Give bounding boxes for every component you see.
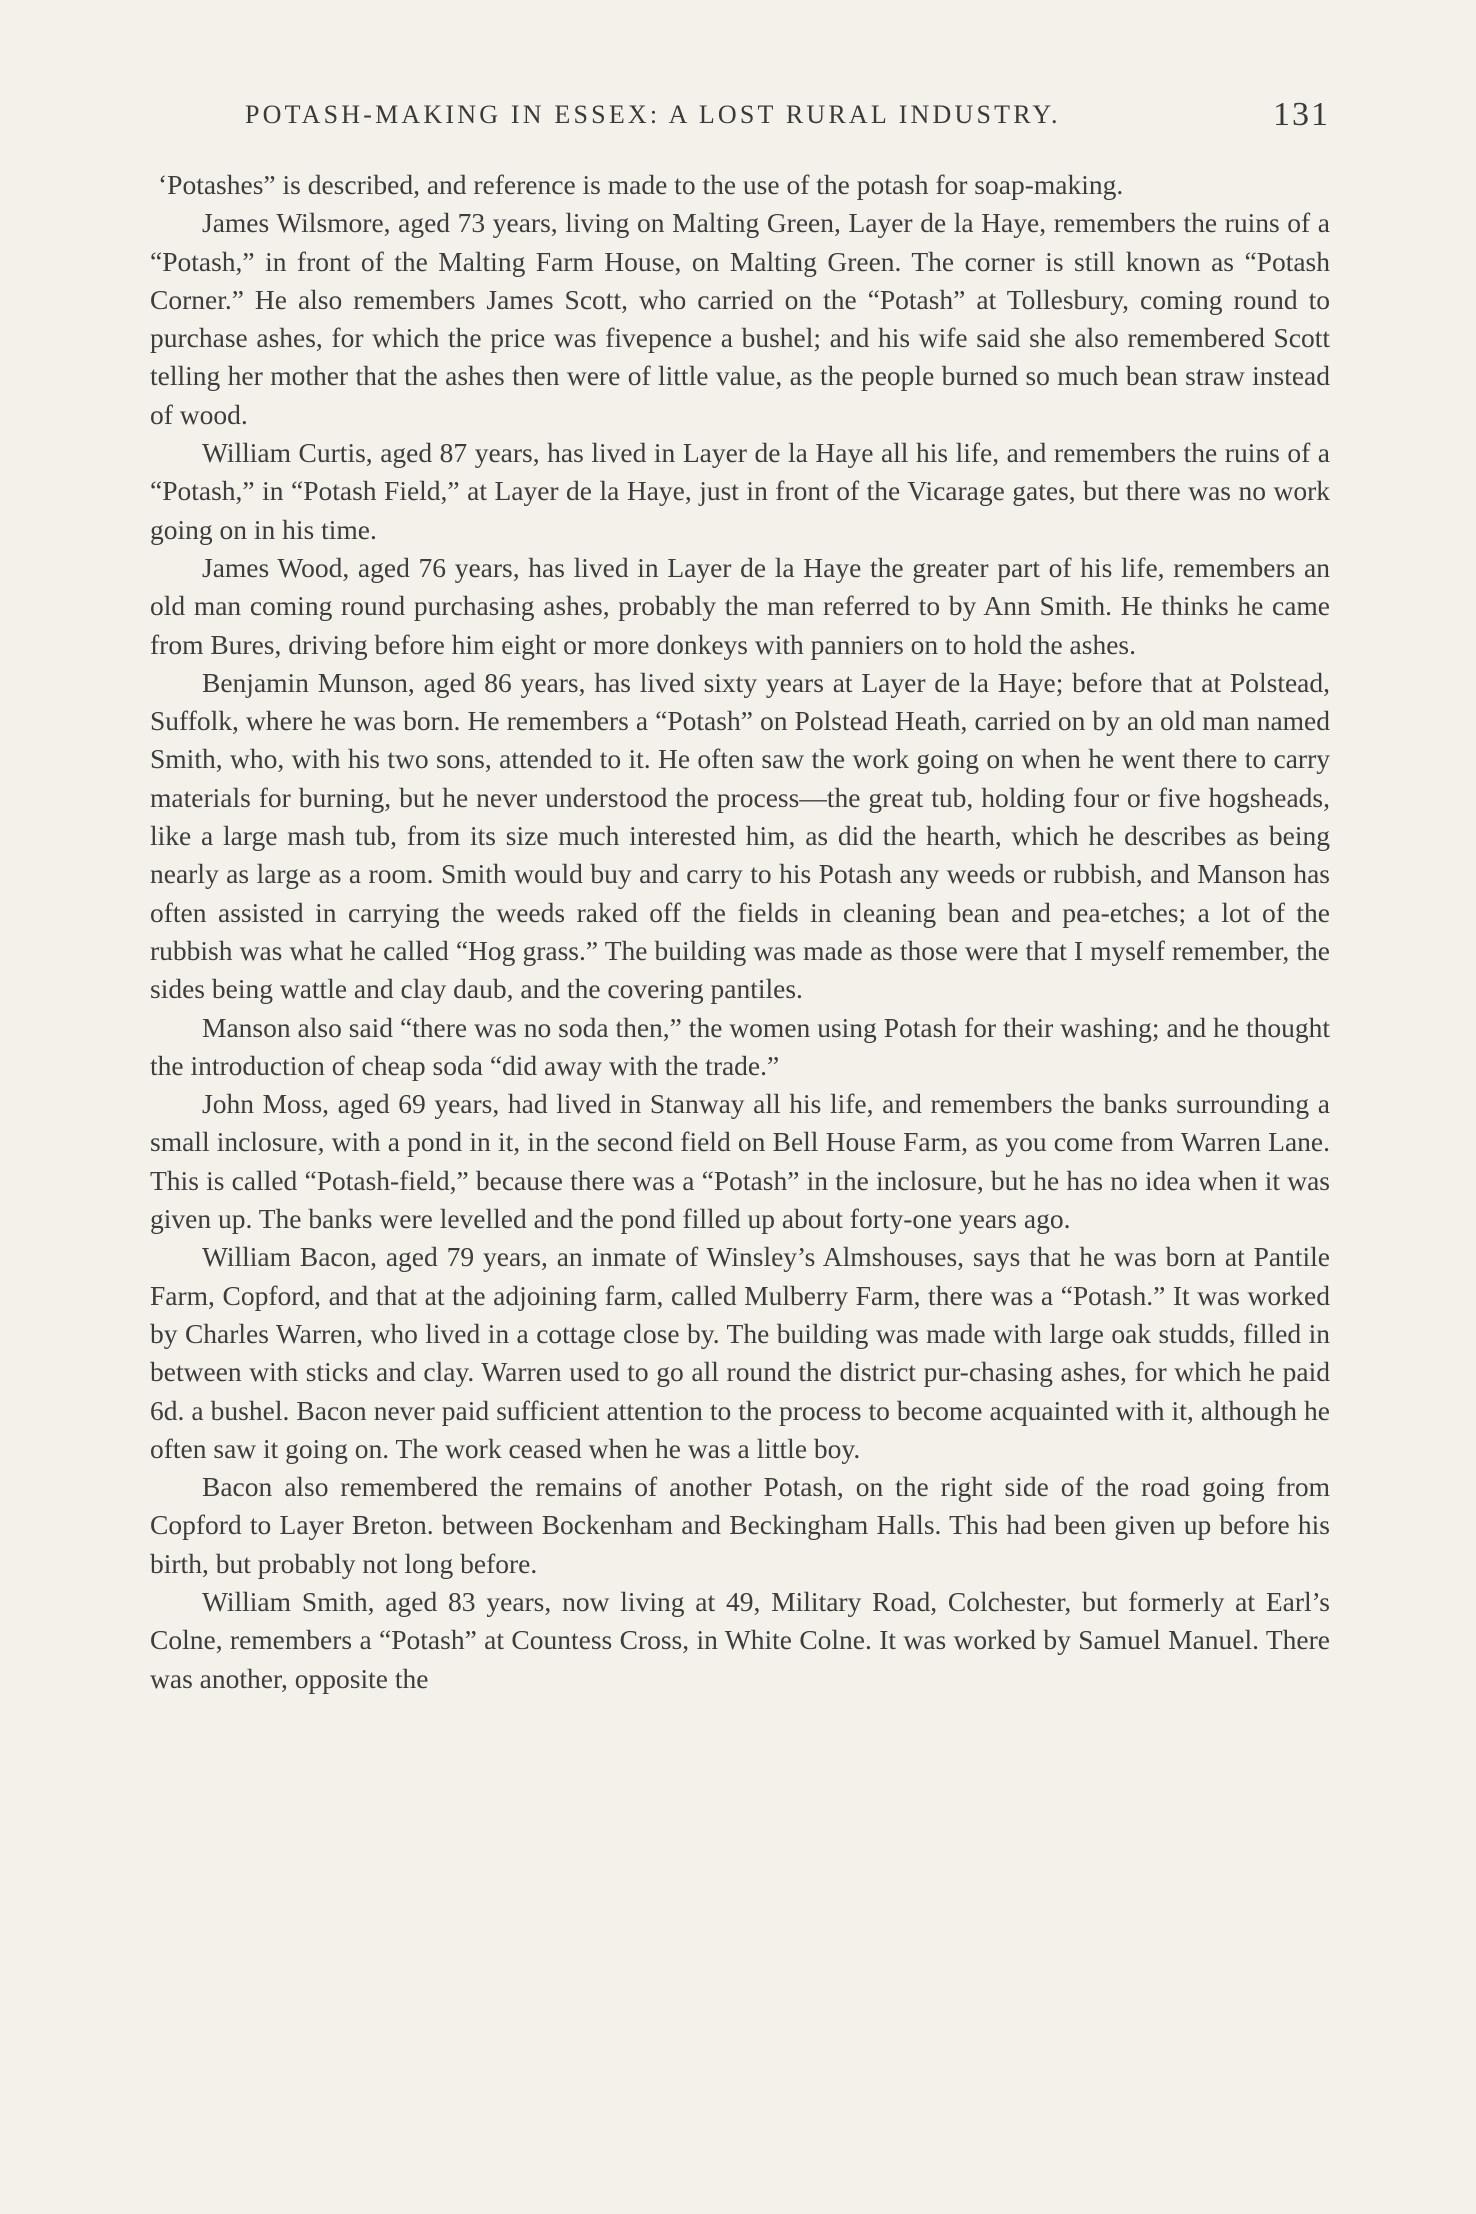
paragraph-william-smith: William Smith, aged 83 years, now living at 49, Military Road, Colchester, but formerly at Earl’s Colne, remembers a “Potash” at Countess Cross, in White Colne. It was worked by Samuel Manuel. There was another, opposite the: [150, 1585, 1330, 1694]
page-number: 131: [1273, 96, 1330, 133]
paragraph-william-bacon: William Bacon, aged 79 years, an inmate of Winsley’s Almshouses, says that he was born at Pantile Farm, Copford, and that at the adjoining farm, called Mulberry Farm, there was a “Potash.” It was worked by Charles Warren, who lived in a cottage close by. The building was made with large oak studds, filled in between with sticks and clay. Warren used to go all round the district pur-chasing ashes, for which he paid 6d. a bushel. Bacon never paid sufficient attention to the process to become acquainted with it, although he often saw it going on. The work ceased when he was a little boy.: [150, 1241, 1330, 1464]
paragraph-james-wood: James Wood, aged 76 years, has lived in Layer de la Haye the greater part of his life, remembers an old man coming round purchasing ashes, probably the man referred to by Ann Smith. He thinks he came from Bures, driving before him eight or more donkeys with panniers on to hold the ashes.: [150, 551, 1330, 660]
paragraph-william-curtis: William Curtis, aged 87 years, has lived in Layer de la Haye all his life, and remembers the ruins of a “Potash,” in “Potash Field,” at Layer de la Haye, just in front of the Vicarage gates, but there was no work going on in his time.: [150, 437, 1330, 545]
body-text: [150, 166, 1330, 1698]
paragraph-benjamin-munson: Benjamin Munson, aged 86 years, has lived sixty years at Layer de la Haye; before that at Polstead, Suffolk, where he was born. He remembers a “Potash” on Polstead Heath, carried on by an old man named Smith, who, with his two sons, attended to it. He often saw the work going on when he went there to carry materials for burning, but he never understood the process—the great tub, holding four or five hogsheads, like a large mash tub, from its size much interested him, as did the hearth, which he describes as being nearly as large as a room. Smith would buy and carry to his Potash any weeds or rubbish, and Manson has often assisted in carrying the weeds raked off the fields in cleaning bean and pea-etches; a lot of the rubbish was what he called “Hog grass.” The building was made as those were that I myself remember, the sides being wattle and clay daub, and the covering pantiles.: [150, 666, 1330, 1005]
paragraph-bacon-another-potash: Bacon also remembered the remains of another Potash, on the right side of the road going from Copford to Layer Breton. between Bockenham and Beckingham Halls. This had been given up before his birth, but probably not long before.: [150, 1471, 1330, 1579]
paragraph-potashes-intro: ‘Potashes” is described, and reference is made to the use of the potash for soap-making.: [158, 169, 1124, 200]
paragraph-manson-soda: Manson also said “there was no soda then,” the women using Potash for their washing; and he thought the introduction of cheap soda “did away with the trade.”: [150, 1011, 1330, 1081]
paragraph-james-wilsmore: James Wilsmore, aged 73 years, living on Malting Green, Layer de la Haye, remembers the ruins of a “Potash,” in front of the Malting Farm House, on Malting Green. The corner is still known as “Potash Corner.” He also remembers James Scott, who carried on the “Potash” at Tollesbury, coming round to purchase ashes, for which the price was fivepence a bushel; and his wife said she also remembered Scott telling her mother that the ashes then were of little value, as the people burned so much bean straw instead of wood.: [150, 207, 1330, 430]
page-header: [150, 96, 1330, 140]
paragraph-john-moss: John Moss, aged 69 years, had lived in Stanway all his life, and remembers the banks surrounding a small inclosure, with a pond in it, in the second field on Bell House Farm, as you come from Warren Lane. This is called “Potash-field,” because there was a “Potash” in the inclosure, but he has no idea when it was given up. The banks were levelled and the pond filled up about forty-one years ago.: [150, 1088, 1330, 1235]
running-head: POTASH-MAKING IN ESSEX: A LOST RURAL INDUSTRY.: [245, 100, 1061, 129]
